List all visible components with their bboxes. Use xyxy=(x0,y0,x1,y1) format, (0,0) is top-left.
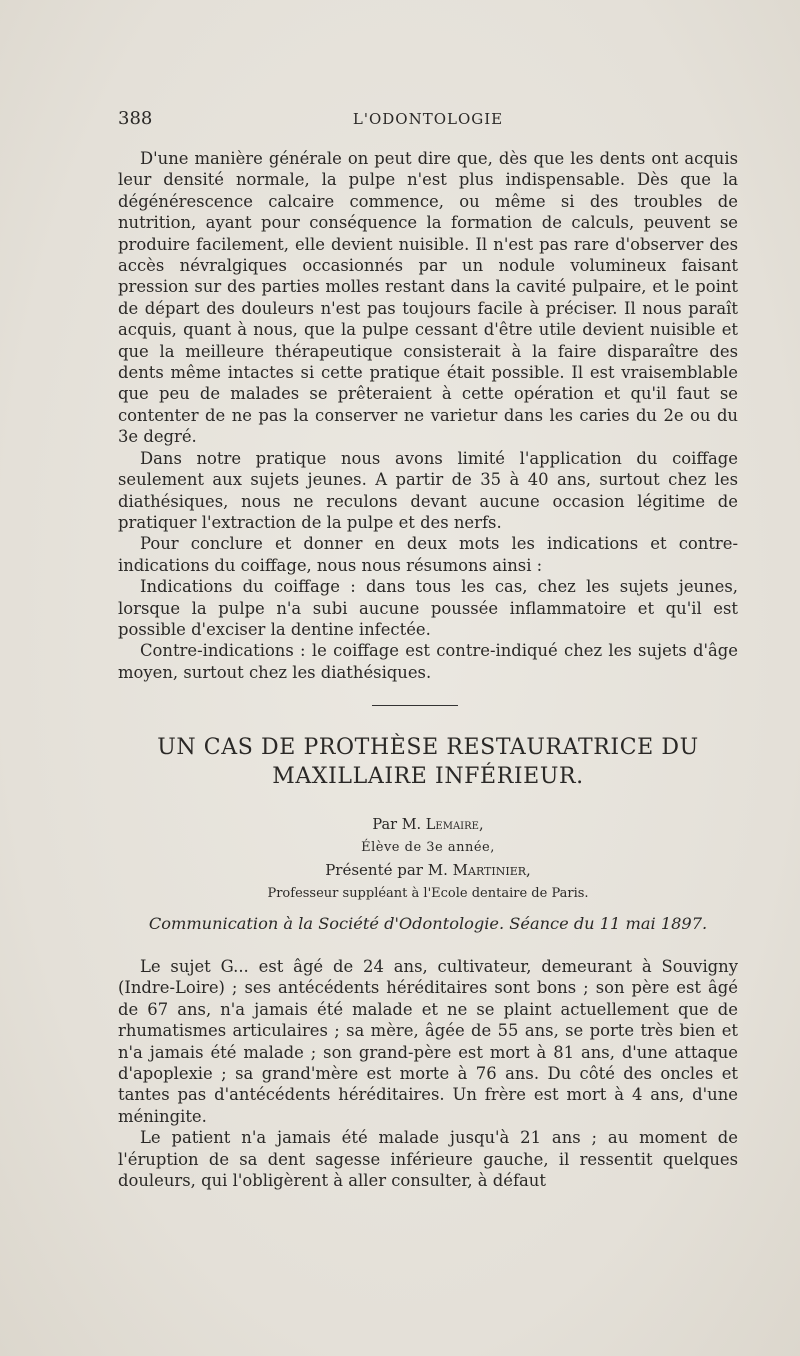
section-divider xyxy=(372,705,458,706)
top-text-block xyxy=(118,148,738,683)
author-name: Lemaire, xyxy=(425,817,484,833)
article-title xyxy=(118,733,738,791)
page-header xyxy=(118,108,738,134)
communication-line: Communication à la Société d'Odontologie. Séance du 11 mai 1897. xyxy=(148,914,708,933)
article-title-line-2: MAXILLAIRE INFÉRIEUR. xyxy=(272,764,584,789)
presenter-name: Martinier, xyxy=(452,861,531,879)
running-title: L'ODONTOLOGIE xyxy=(352,110,504,128)
page-number: 388 xyxy=(118,108,153,129)
article-title-line-1: UN CAS DE PROTHÈSE RESTAURATRICE DU xyxy=(157,735,699,760)
author-role: Élève de 3e année, xyxy=(361,840,495,855)
presenter-line xyxy=(118,861,738,879)
paragraph: Contre-indications : le coiffage est contre-indiqué chez les sujets d'âge moyen, surtout chez les diathésiques. xyxy=(118,641,738,682)
paragraph: Le sujet G... est âgé de 24 ans, cultivateur, demeurant à Souvigny (Indre-Loire) ; ses antécédents héréditaires sont bons ; son père est âgé de 67 ans, n'a jamais été malade et ne se plaint actuellement que de rhumatismes articulaires ; sa mère, âgée de 55 ans, se porte très bien et n'a jamais été malade ; son grand-père est mort à 81 ans, d'une attaque d'apoplexie ; sa grand'mère est morte à 76 ans. Du côté des oncles et tantes pas d'antécédents héréditaires. Un frère est mort à 4 ans, d'une méningite. xyxy=(118,957,738,1126)
author-line xyxy=(118,817,738,833)
author-prefix: Par M. xyxy=(372,817,422,833)
presenter-role: Professeur suppléant à l'Ecole dentaire de Paris. xyxy=(267,886,589,901)
paragraph: Dans notre pratique nous avons limité l'application du coiffage seulement aux sujets jeunes. A partir de 35 à 40 ans, surtout chez les diathésiques, nous ne reculons devant aucune occasion légitime de pratiquer l'extraction de la pulpe et des nerfs. xyxy=(118,448,738,532)
presenter-prefix: Présenté par M. xyxy=(325,861,448,879)
paragraph: Pour conclure et donner en deux mots les indications et contre-indications du coiffage, nous nous résumons ainsi : xyxy=(118,534,738,575)
bottom-text-block xyxy=(118,956,738,1191)
paragraph: D'une manière générale on peut dire que, dès que les dents ont acquis leur densité normale, la pulpe n'est plus indispensable. Dès que la dégénérescence calcaire commence, ou même si des troubles de nutrition, ayant pour conséquence la formation de calculs, peuvent se produire facilement, elle devient nuisible. Il n'est pas rare d'observer des accès névralgiques occasionnés par un nodule volumineux faisant pression sur des parties molles restant dans la cavité pulpaire, et le point de départ des douleurs n'est pas toujours facile à préciser. Il nous paraît acquis, quant à nous, que la pulpe cessant d'être utile devient nuisible et que la meilleure thérapeutique consisterait à la faire disparaître des dents même intactes si cette pratique était possible. Il est vraisemblable que peu de malades se prêteraient à cette opération et qu'il faut se contenter de ne pas la conserver ne varietur dans les caries du 2e ou du 3e degré. xyxy=(118,149,738,447)
paragraph: Indications du coiffage : dans tous les cas, chez les sujets jeunes, lorsque la pulpe n'a subi aucune poussée inflammatoire et qu'il est possible d'exciser la dentine infectée. xyxy=(118,577,738,639)
paragraph: Le patient n'a jamais été malade jusqu'à 21 ans ; au moment de l'éruption de sa dent sagesse inférieure gauche, il ressentit quelques douleurs, qui l'obligèrent à aller consulter, à défaut xyxy=(118,1128,738,1191)
